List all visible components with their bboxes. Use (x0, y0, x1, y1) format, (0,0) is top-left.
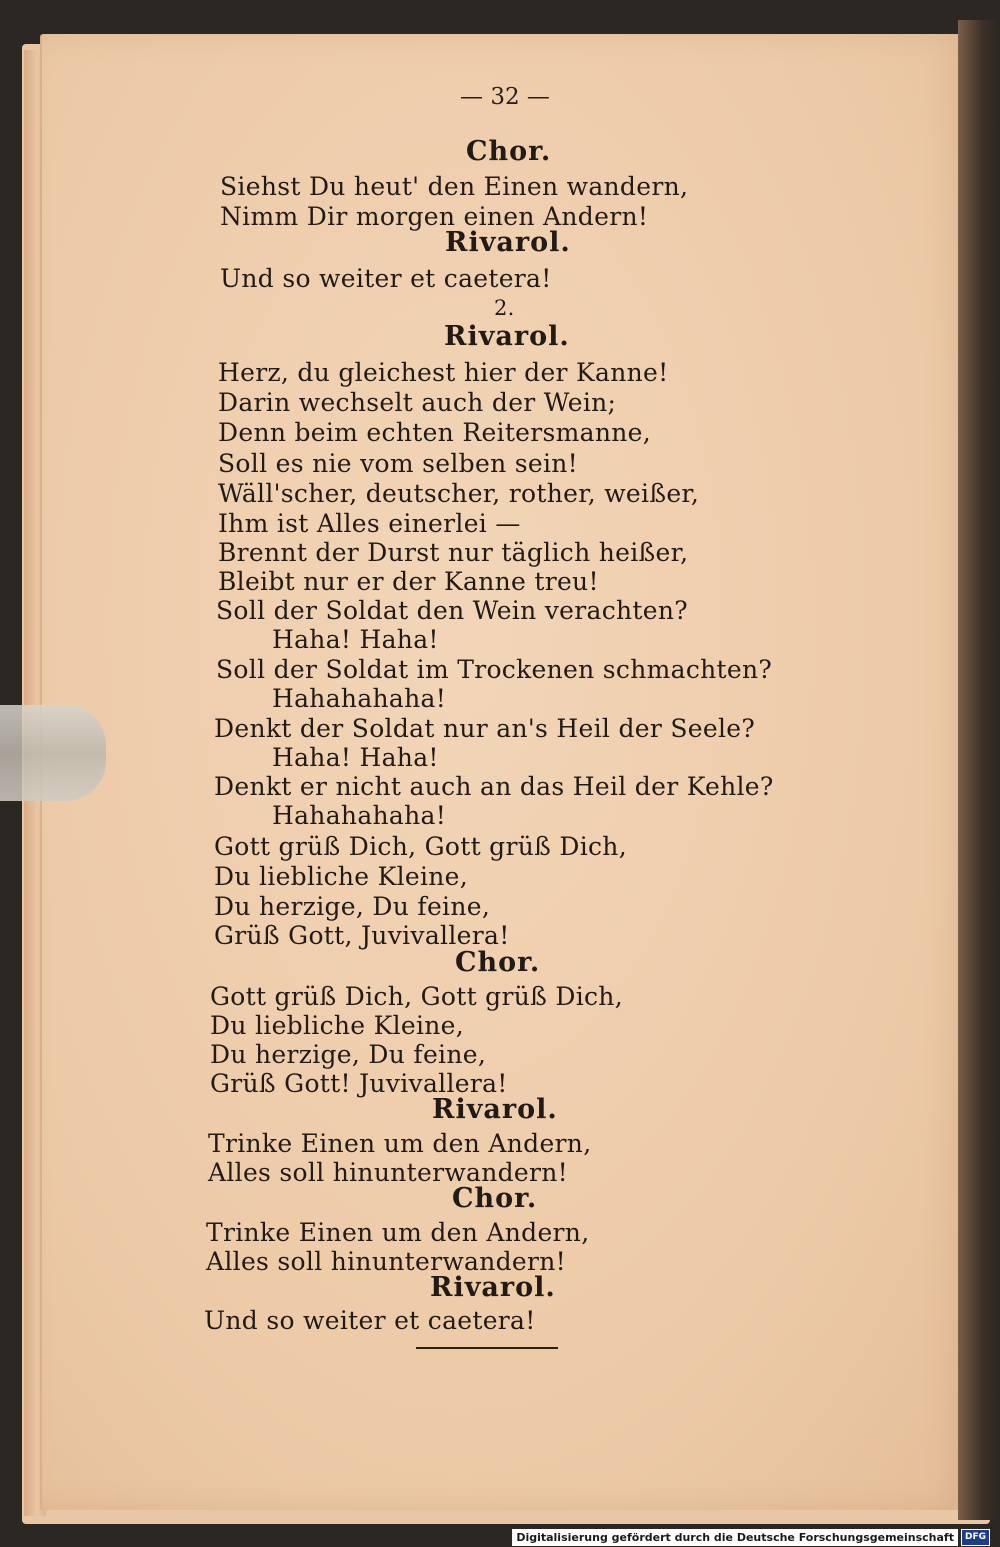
dfg-logo-icon: DFG (961, 1529, 990, 1546)
verse-line: Darin wechselt auch der Wein; (218, 388, 617, 417)
verse-line: Nimm Dir morgen einen Andern! (220, 202, 649, 231)
verse-line: Du liebliche Kleine, (214, 862, 469, 891)
verse-line: Brennt der Durst nur täglich heißer, (218, 538, 689, 567)
footer-credit-text: Digitalisierung gefördert durch die Deutsche Forschungsgemeinschaft (512, 1529, 958, 1546)
speaker-heading: Chor. (452, 1183, 538, 1214)
digitization-footer (512, 1528, 990, 1547)
verse-line: Soll es nie vom selben sein! (218, 449, 578, 478)
verse-line: Alles soll hinunterwandern! (208, 1158, 569, 1187)
verse-line: Du herzige, Du feine, (210, 1040, 487, 1069)
page-number: — 32 — (460, 84, 550, 110)
verse-line: Herz, du gleichest hier der Kanne! (218, 358, 669, 387)
verse-line: Soll der Soldat den Wein verachten? (216, 596, 688, 625)
verse-line: Und so weiter et caetera! (204, 1306, 536, 1335)
speaker-heading: Rivarol. (444, 321, 570, 352)
speaker-heading: Rivarol. (430, 1272, 556, 1303)
verse-line: Gott grüß Dich, Gott grüß Dich, (210, 982, 623, 1011)
verse-line-indented: Haha! Haha! (272, 743, 439, 772)
verse-line: Gott grüß Dich, Gott grüß Dich, (214, 832, 627, 861)
verse-line: Und so weiter et caetera! (220, 264, 552, 293)
verse-line-indented: Hahahahaha! (272, 684, 447, 713)
verse-line-indented: Hahahahaha! (272, 801, 447, 830)
speaker-heading: Chor. (466, 136, 552, 167)
verse-line-indented: Haha! Haha! (272, 625, 439, 654)
verse-line: Grüß Gott! Juvivallera! (210, 1069, 508, 1098)
verse-line: Trinke Einen um den Andern, (208, 1129, 592, 1158)
verse-line: Grüß Gott, Juvivallera! (214, 921, 510, 950)
verse-line: Alles soll hinunterwandern! (206, 1247, 567, 1276)
stanza-number: 2. (494, 296, 515, 320)
verse-line: Denn beim echten Reitersmanne, (218, 418, 652, 447)
verse-line: Soll der Soldat im Trockenen schmachten? (216, 655, 773, 684)
verse-line: Bleibt nur er der Kanne treu! (218, 567, 599, 596)
verse-line: Ihm ist Alles einerlei — (218, 509, 521, 538)
verse-line: Denkt er nicht auch an das Heil der Kehle? (214, 772, 774, 801)
verse-line: Trinke Einen um den Andern, (206, 1218, 590, 1247)
page-clip (0, 705, 106, 801)
speaker-heading: Rivarol. (445, 227, 571, 258)
speaker-heading: Rivarol. (432, 1094, 558, 1125)
speaker-heading: Chor. (455, 947, 541, 978)
verse-line: Wäll'scher, deutscher, rother, weißer, (218, 479, 700, 508)
verse-line: Denkt der Soldat nur an's Heil der Seele? (214, 714, 756, 743)
verse-line: Du herzige, Du feine, (214, 892, 491, 921)
closing-rule (416, 1347, 558, 1349)
book-gutter (958, 20, 1000, 1520)
verse-line: Du liebliche Kleine, (210, 1011, 465, 1040)
verse-line: Siehst Du heut' den Einen wandern, (220, 172, 689, 201)
